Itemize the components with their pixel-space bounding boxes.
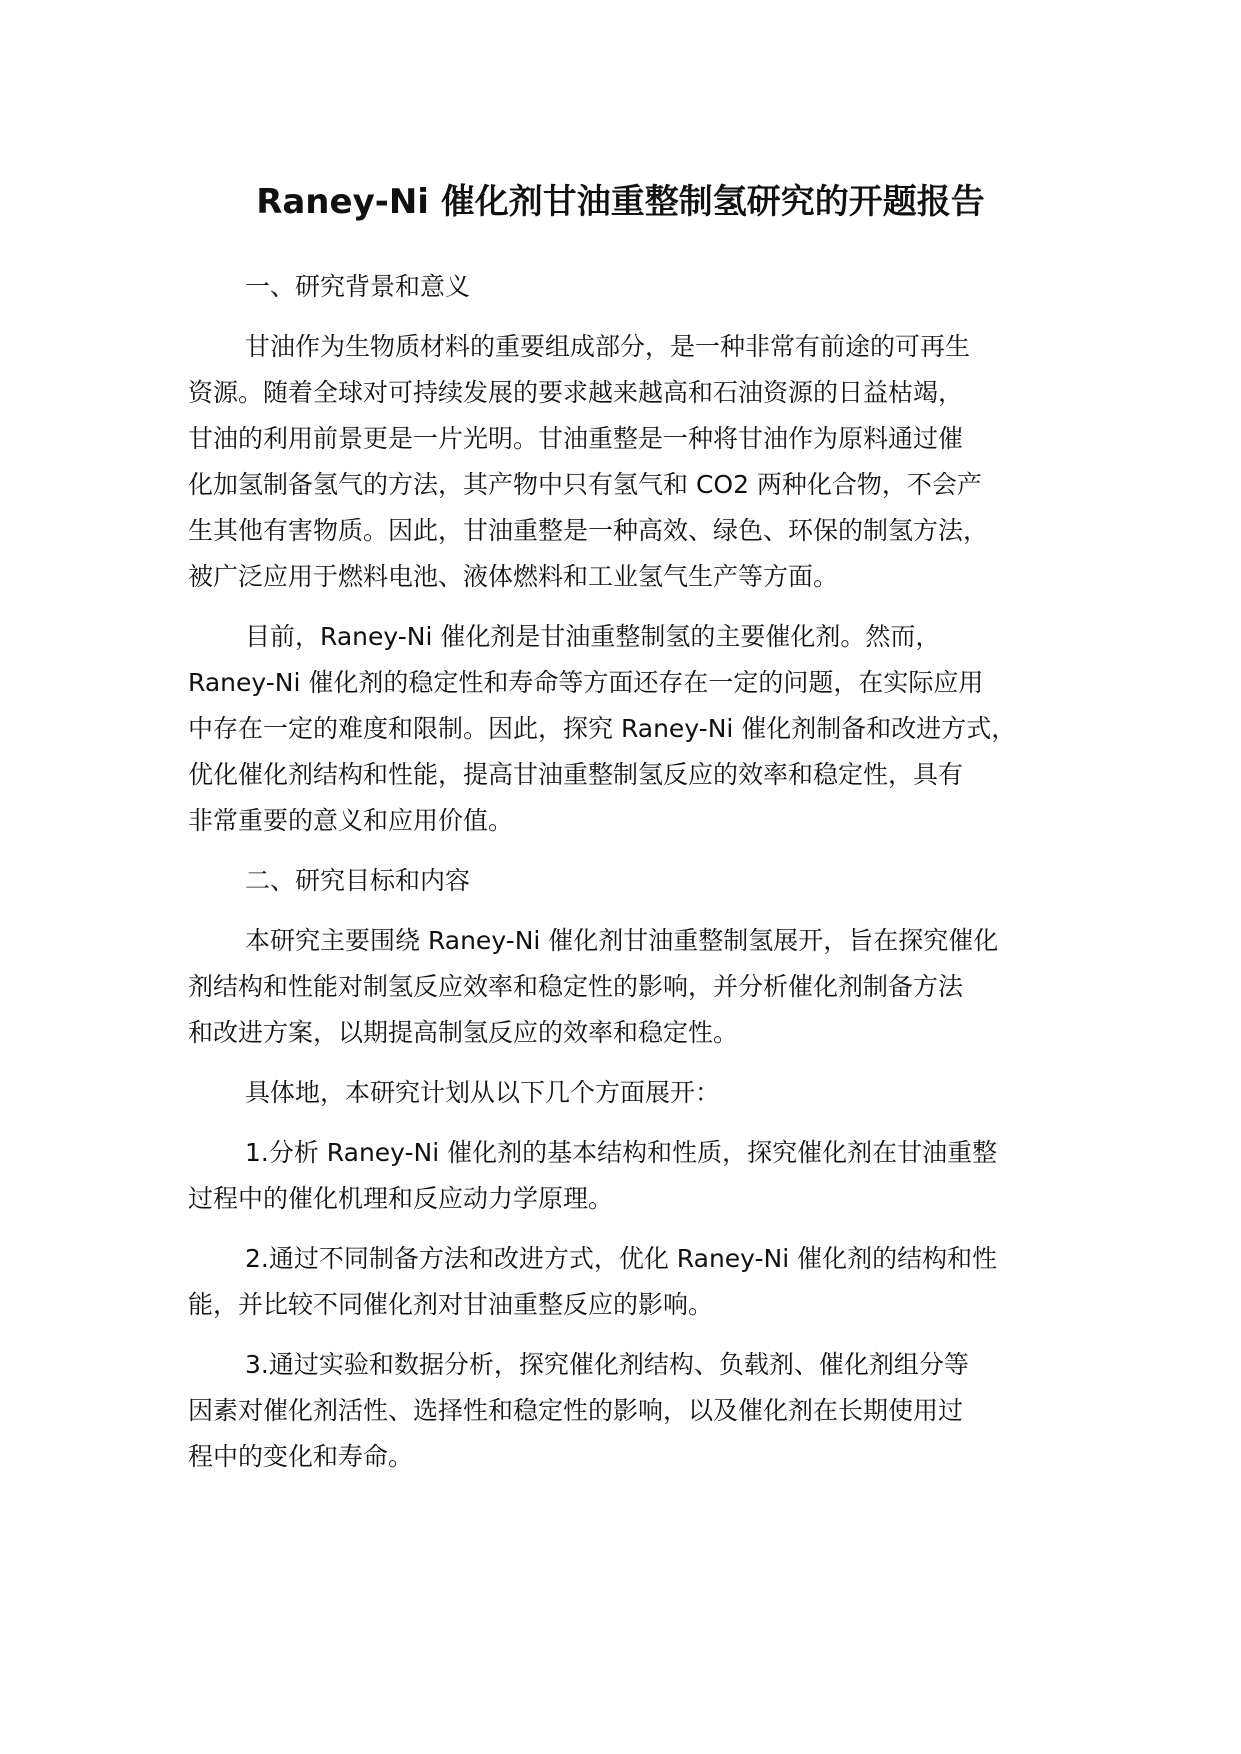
text-line: 一、研究背景和意义 xyxy=(245,272,471,301)
text-line: 因素对催化剂活性、选择性和稳定性的影响，以及催化剂在长期使用过 xyxy=(188,1396,964,1425)
text-line: 甘油作为生物质材料的重要组成部分，是一种非常有前途的可再生 xyxy=(245,332,971,361)
list-item xyxy=(188,1342,1083,1480)
paragraph xyxy=(188,324,1083,600)
text-line: 被广泛应用于燃料电池、液体燃料和工业氢气生产等方面。 xyxy=(188,562,839,591)
text-line: 生其他有害物质。因此，甘油重整是一种高效、绿色、环保的制氢方法， xyxy=(188,516,989,545)
section-heading xyxy=(188,858,1083,904)
text-line: 过程中的催化机理和反应动力学原理。 xyxy=(188,1184,614,1213)
paragraph xyxy=(188,1070,1083,1116)
text-line: 1.分析 Raney-Ni 催化剂的基本结构和性质，探究催化剂在甘油重整 xyxy=(245,1138,998,1167)
text-line: 优化催化剂结构和性能，提高甘油重整制氢反应的效率和稳定性，具有 xyxy=(188,760,964,789)
text-line: 目前，Raney-Ni 催化剂是甘油重整制氢的主要催化剂。然而， xyxy=(245,622,941,651)
text-line: 能，并比较不同催化剂对甘油重整反应的影响。 xyxy=(188,1290,714,1319)
text-line: 具体地，本研究计划从以下几个方面展开： xyxy=(245,1078,721,1107)
text-line: 化加氢制备氢气的方法，其产物中只有氢气和 CO2 两种化合物，不会产 xyxy=(188,470,982,499)
list-item xyxy=(188,1130,1083,1222)
text-line: 2.通过不同制备方法和改进方式，优化 Raney-Ni 催化剂的结构和性 xyxy=(245,1244,998,1273)
text-line: Raney-Ni 催化剂的稳定性和寿命等方面还存在一定的问题，在实际应用 xyxy=(188,668,984,697)
section-heading xyxy=(188,264,1083,310)
paragraph xyxy=(188,614,1083,844)
text-line: 剂结构和性能对制氢反应效率和稳定性的影响，并分析催化剂制备方法 xyxy=(188,972,964,1001)
list-item xyxy=(188,1236,1083,1328)
text-line: 二、研究目标和内容 xyxy=(245,866,471,895)
text-line: 甘油的利用前景更是一片光明。甘油重整是一种将甘油作为原料通过催 xyxy=(188,424,964,453)
text-line: 程中的变化和寿命。 xyxy=(188,1442,414,1471)
text-line: 非常重要的意义和应用价值。 xyxy=(188,806,514,835)
text-line: 和改进方案，以期提高制氢反应的效率和稳定性。 xyxy=(188,1018,739,1047)
paragraph xyxy=(188,918,1083,1056)
text-line: 本研究主要围绕 Raney-Ni 催化剂甘油重整制氢展开，旨在探究催化 xyxy=(245,926,999,955)
document-body xyxy=(188,272,1083,1480)
text-line: 3.通过实验和数据分析，探究催化剂结构、负载剂、催化剂组分等 xyxy=(245,1350,969,1379)
document-title: Raney-Ni 催化剂甘油重整制氢研究的开题报告 xyxy=(256,182,985,222)
text-line: 中存在一定的难度和限制。因此，探究 Raney-Ni 催化剂制备和改进方式， xyxy=(188,714,1017,743)
text-line: 资源。随着全球对可持续发展的要求越来越高和石油资源的日益枯竭， xyxy=(188,378,964,407)
